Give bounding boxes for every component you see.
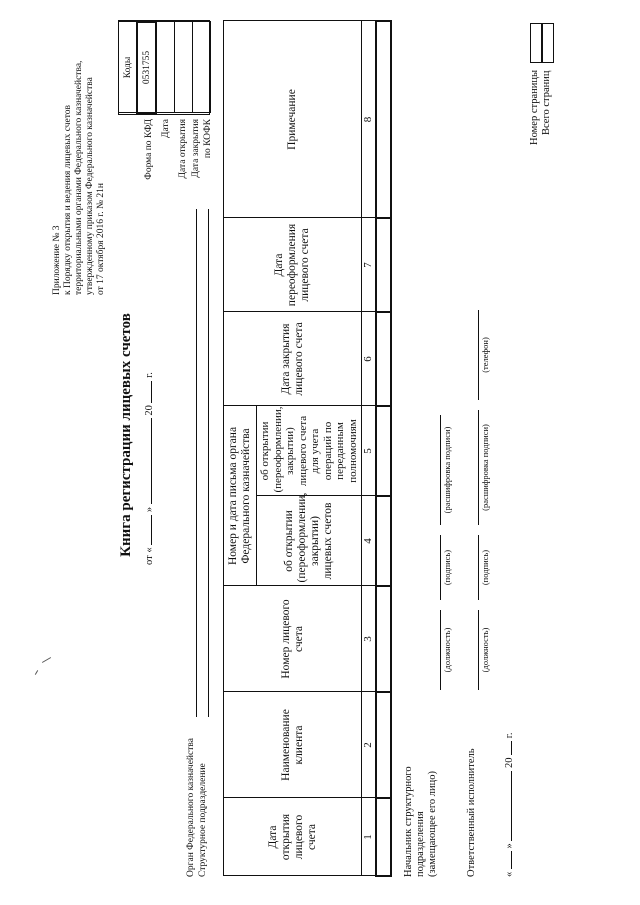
appendix-line: к Порядку открытия и ведения лицевых счетов <box>63 104 73 295</box>
sign-date-open: « <box>504 871 515 877</box>
column-number: 6 <box>362 312 377 406</box>
sign-date-month-blank <box>500 771 512 841</box>
codes-header: Коды <box>119 22 137 113</box>
header-account-number: Номер лицевого счета <box>224 586 362 692</box>
table-row <box>376 21 391 876</box>
period-day-blank <box>140 515 152 545</box>
sign-date-year-suffix: г. <box>504 732 515 739</box>
header-letter-group: Номер и дата письма органа Федерального казначейства <box>224 406 257 586</box>
header-letter-delegated: об открытии (переоформлении, закрытии) лицевого счета для учета операций по переданным полномочиям <box>257 406 362 496</box>
total-pages-label: Всего страниц <box>541 70 552 135</box>
period-year-blank <box>140 381 152 403</box>
period-line <box>140 265 155 565</box>
sign-date-year-prefix: 20 <box>504 757 515 768</box>
period-year-suffix: г. <box>144 372 155 378</box>
sign-date-line <box>500 733 515 878</box>
form-code-value: 0531755 <box>137 22 156 113</box>
appendix-note <box>52 15 107 295</box>
sign-date-year-blank <box>500 741 512 755</box>
sign-date-close: » <box>504 843 515 849</box>
sign-date-day-blank <box>500 851 512 869</box>
period-year-prefix: 20 <box>144 405 155 416</box>
column-number: 5 <box>362 406 377 496</box>
header-close-date: Дата закрытия лицевого счета <box>224 312 362 406</box>
organ-underline <box>196 209 197 717</box>
open-date-value-cell <box>175 22 193 113</box>
appendix-line: Приложение № 3 <box>52 225 62 295</box>
resp-position-caption: (должность) <box>480 627 490 673</box>
head-position-line <box>440 610 441 690</box>
head-decoding-caption: (расшифровка подписи) <box>442 426 452 514</box>
scan-mark <box>35 670 38 675</box>
resp-phone-line <box>478 310 479 400</box>
page-title: Книга регистрации лицевых счетов <box>118 313 134 557</box>
header-note: Примечание <box>224 21 362 218</box>
page-number-box <box>530 23 542 63</box>
head-title-line3: (замещающее его лицо) <box>427 770 438 877</box>
total-pages-box <box>542 23 554 63</box>
column-number: 3 <box>362 586 377 692</box>
resp-decoding-caption: (расшифровка подписи) <box>480 424 490 511</box>
form-code-label: Форма по КФД <box>144 119 154 180</box>
resp-signature-line <box>478 535 479 600</box>
kofk-value-cell <box>193 22 211 113</box>
date-value-cell <box>156 22 175 113</box>
head-title-line2: подразделения <box>415 811 426 877</box>
resp-position-line <box>478 610 479 690</box>
resp-signature-caption: (подпись) <box>480 549 490 586</box>
head-signature-caption: (подпись) <box>442 549 452 586</box>
open-date-label: Дата открытия <box>178 119 188 179</box>
period-month-blank <box>140 418 152 504</box>
column-number: 8 <box>362 21 377 218</box>
header-open-date: Дата открытия лицевого счета <box>224 798 362 876</box>
header-reissue-date: Дата переоформления лицевого счета <box>224 218 362 312</box>
resp-phone-caption: (телефон) <box>480 337 490 373</box>
header-client-name: Наименование клиента <box>224 692 362 798</box>
column-number: 4 <box>362 496 377 586</box>
close-date-label: Дата закрытия <box>191 119 201 178</box>
subdivision-underline <box>208 209 209 717</box>
scan-mark <box>42 657 51 663</box>
appendix-line: утвержденному приказом Федерального казначейства <box>85 77 95 295</box>
period-quote-close: » <box>144 506 155 513</box>
head-title-line1: Начальник структурного <box>403 766 414 877</box>
organ-label: Орган Федерального казначейства <box>186 738 196 877</box>
head-decoding-line <box>440 415 441 525</box>
appendix-line: от 17 октября 2016 г. № 21н <box>96 183 106 295</box>
column-number: 1 <box>362 798 377 876</box>
date-label: Дата <box>161 119 171 138</box>
kofk-label: по КОФК <box>203 119 213 159</box>
header-letter-accounts: об открытии (переоформлении, закрытии) лицевых счетов <box>257 496 362 586</box>
head-signature-line <box>440 535 441 600</box>
subdivision-label: Структурное подразделение <box>198 763 208 877</box>
responsible-label: Ответственный исполнитель <box>466 748 477 877</box>
period-from: от « <box>144 547 155 565</box>
column-number: 7 <box>362 218 377 312</box>
page-number-label: Номер страницы <box>529 69 540 145</box>
column-number: 2 <box>362 692 377 798</box>
resp-decoding-line <box>478 410 479 525</box>
appendix-line: территориальными органами Федерального казначейства, <box>74 60 84 295</box>
head-position-caption: (должность) <box>442 627 452 673</box>
codes-box <box>118 20 210 115</box>
register-table <box>223 20 392 877</box>
